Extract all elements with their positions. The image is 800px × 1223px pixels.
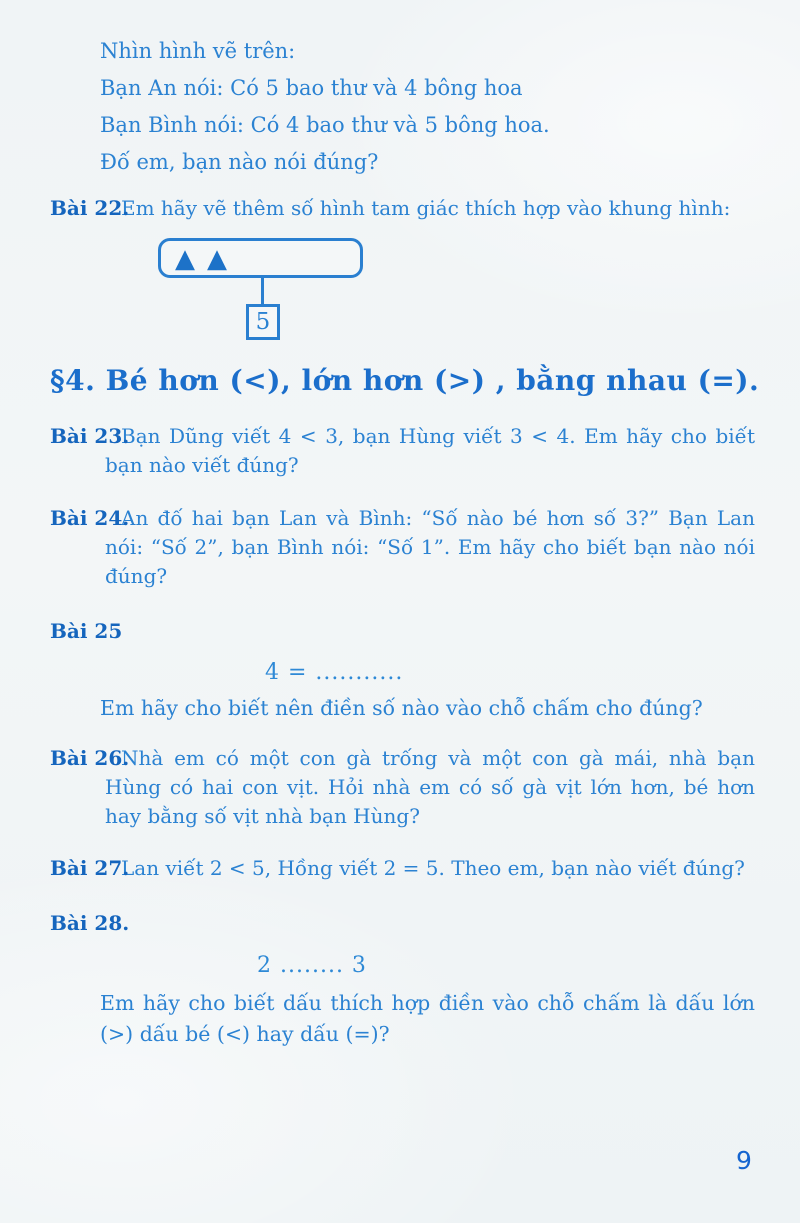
problem-24-label: Bài 24. bbox=[50, 506, 130, 530]
problem-27-text: Lan viết 2 < 5, Hồng viết 2 = 5. Theo em, bạn nào viết đúng? bbox=[121, 856, 745, 880]
problem-22-text: Em hãy vẽ thêm số hình tam giác thích hợp vào khung hình: bbox=[121, 196, 731, 220]
intro-block bbox=[100, 33, 755, 181]
intro-line: Đố em, bạn nào nói đúng? bbox=[100, 150, 379, 174]
problem-27 bbox=[50, 854, 755, 883]
figure-connector-line bbox=[261, 278, 264, 304]
page-number: 9 bbox=[736, 1146, 752, 1175]
problem-26-label: Bài 26. bbox=[50, 746, 130, 770]
problem-25-label: Bài 25 bbox=[50, 619, 123, 643]
triangle-frame bbox=[158, 238, 363, 278]
problem-23 bbox=[50, 422, 755, 480]
problem-23-text: Bạn Dũng viết 4 < 3, bạn Hùng viết 3 < 4. Em hãy cho biết bạn nào viết đúng? bbox=[105, 424, 755, 477]
intro-line: Bạn An nói: Có 5 bao thư và 4 bông hoa bbox=[100, 76, 523, 100]
problem-22-label: Bài 22. bbox=[50, 196, 130, 220]
problem-26-text: Nhà em có một con gà trống và một con gà mái, nhà bạn Hùng có hai con vịt. Hỏi nhà em có số gà vịt lớn hơn, bé hơn hay bằng số vịt nhà bạn Hùng? bbox=[105, 746, 755, 828]
problem-28-label: Bài 28. bbox=[50, 911, 130, 935]
intro-line: Bạn Bình nói: Có 4 bao thư và 5 bông hoa. bbox=[100, 113, 550, 137]
problem-23-label: Bài 23. bbox=[50, 424, 130, 448]
problem-25-question: Em hãy cho biết nên điền số nào vào chỗ chấm cho đúng? bbox=[100, 696, 703, 720]
figure-count-box bbox=[246, 304, 280, 340]
triangle-icons: ▲▲ bbox=[175, 244, 239, 274]
problem-26 bbox=[50, 744, 755, 831]
problem-22-figure bbox=[158, 238, 398, 340]
problem-24-text: An đố hai bạn Lan và Bình: “Số nào bé hơn số 3?” Bạn Lan nói: “Số 2”, bạn Bình nói: “Số 1”. Em hãy cho biết bạn nào nói đúng? bbox=[105, 506, 755, 588]
problem-24 bbox=[50, 504, 755, 591]
problem-28-expression: 2 ........ 3 bbox=[257, 953, 367, 978]
problem-28-question: Em hãy cho biết dấu thích hợp điền vào chỗ chấm là dấu lớn (>) dấu bé (<) hay dấu (=)? bbox=[100, 991, 755, 1046]
intro-line: Nhìn hình vẽ trên: bbox=[100, 39, 296, 63]
section-heading: §4. Bé hơn (<), lớn hơn (>) , bằng nhau (=). bbox=[50, 364, 760, 397]
figure-count-value: 5 bbox=[255, 309, 271, 335]
problem-25-expression: 4 = ........... bbox=[265, 660, 404, 685]
problem-27-label: Bài 27. bbox=[50, 856, 130, 880]
problem-22 bbox=[50, 194, 755, 223]
